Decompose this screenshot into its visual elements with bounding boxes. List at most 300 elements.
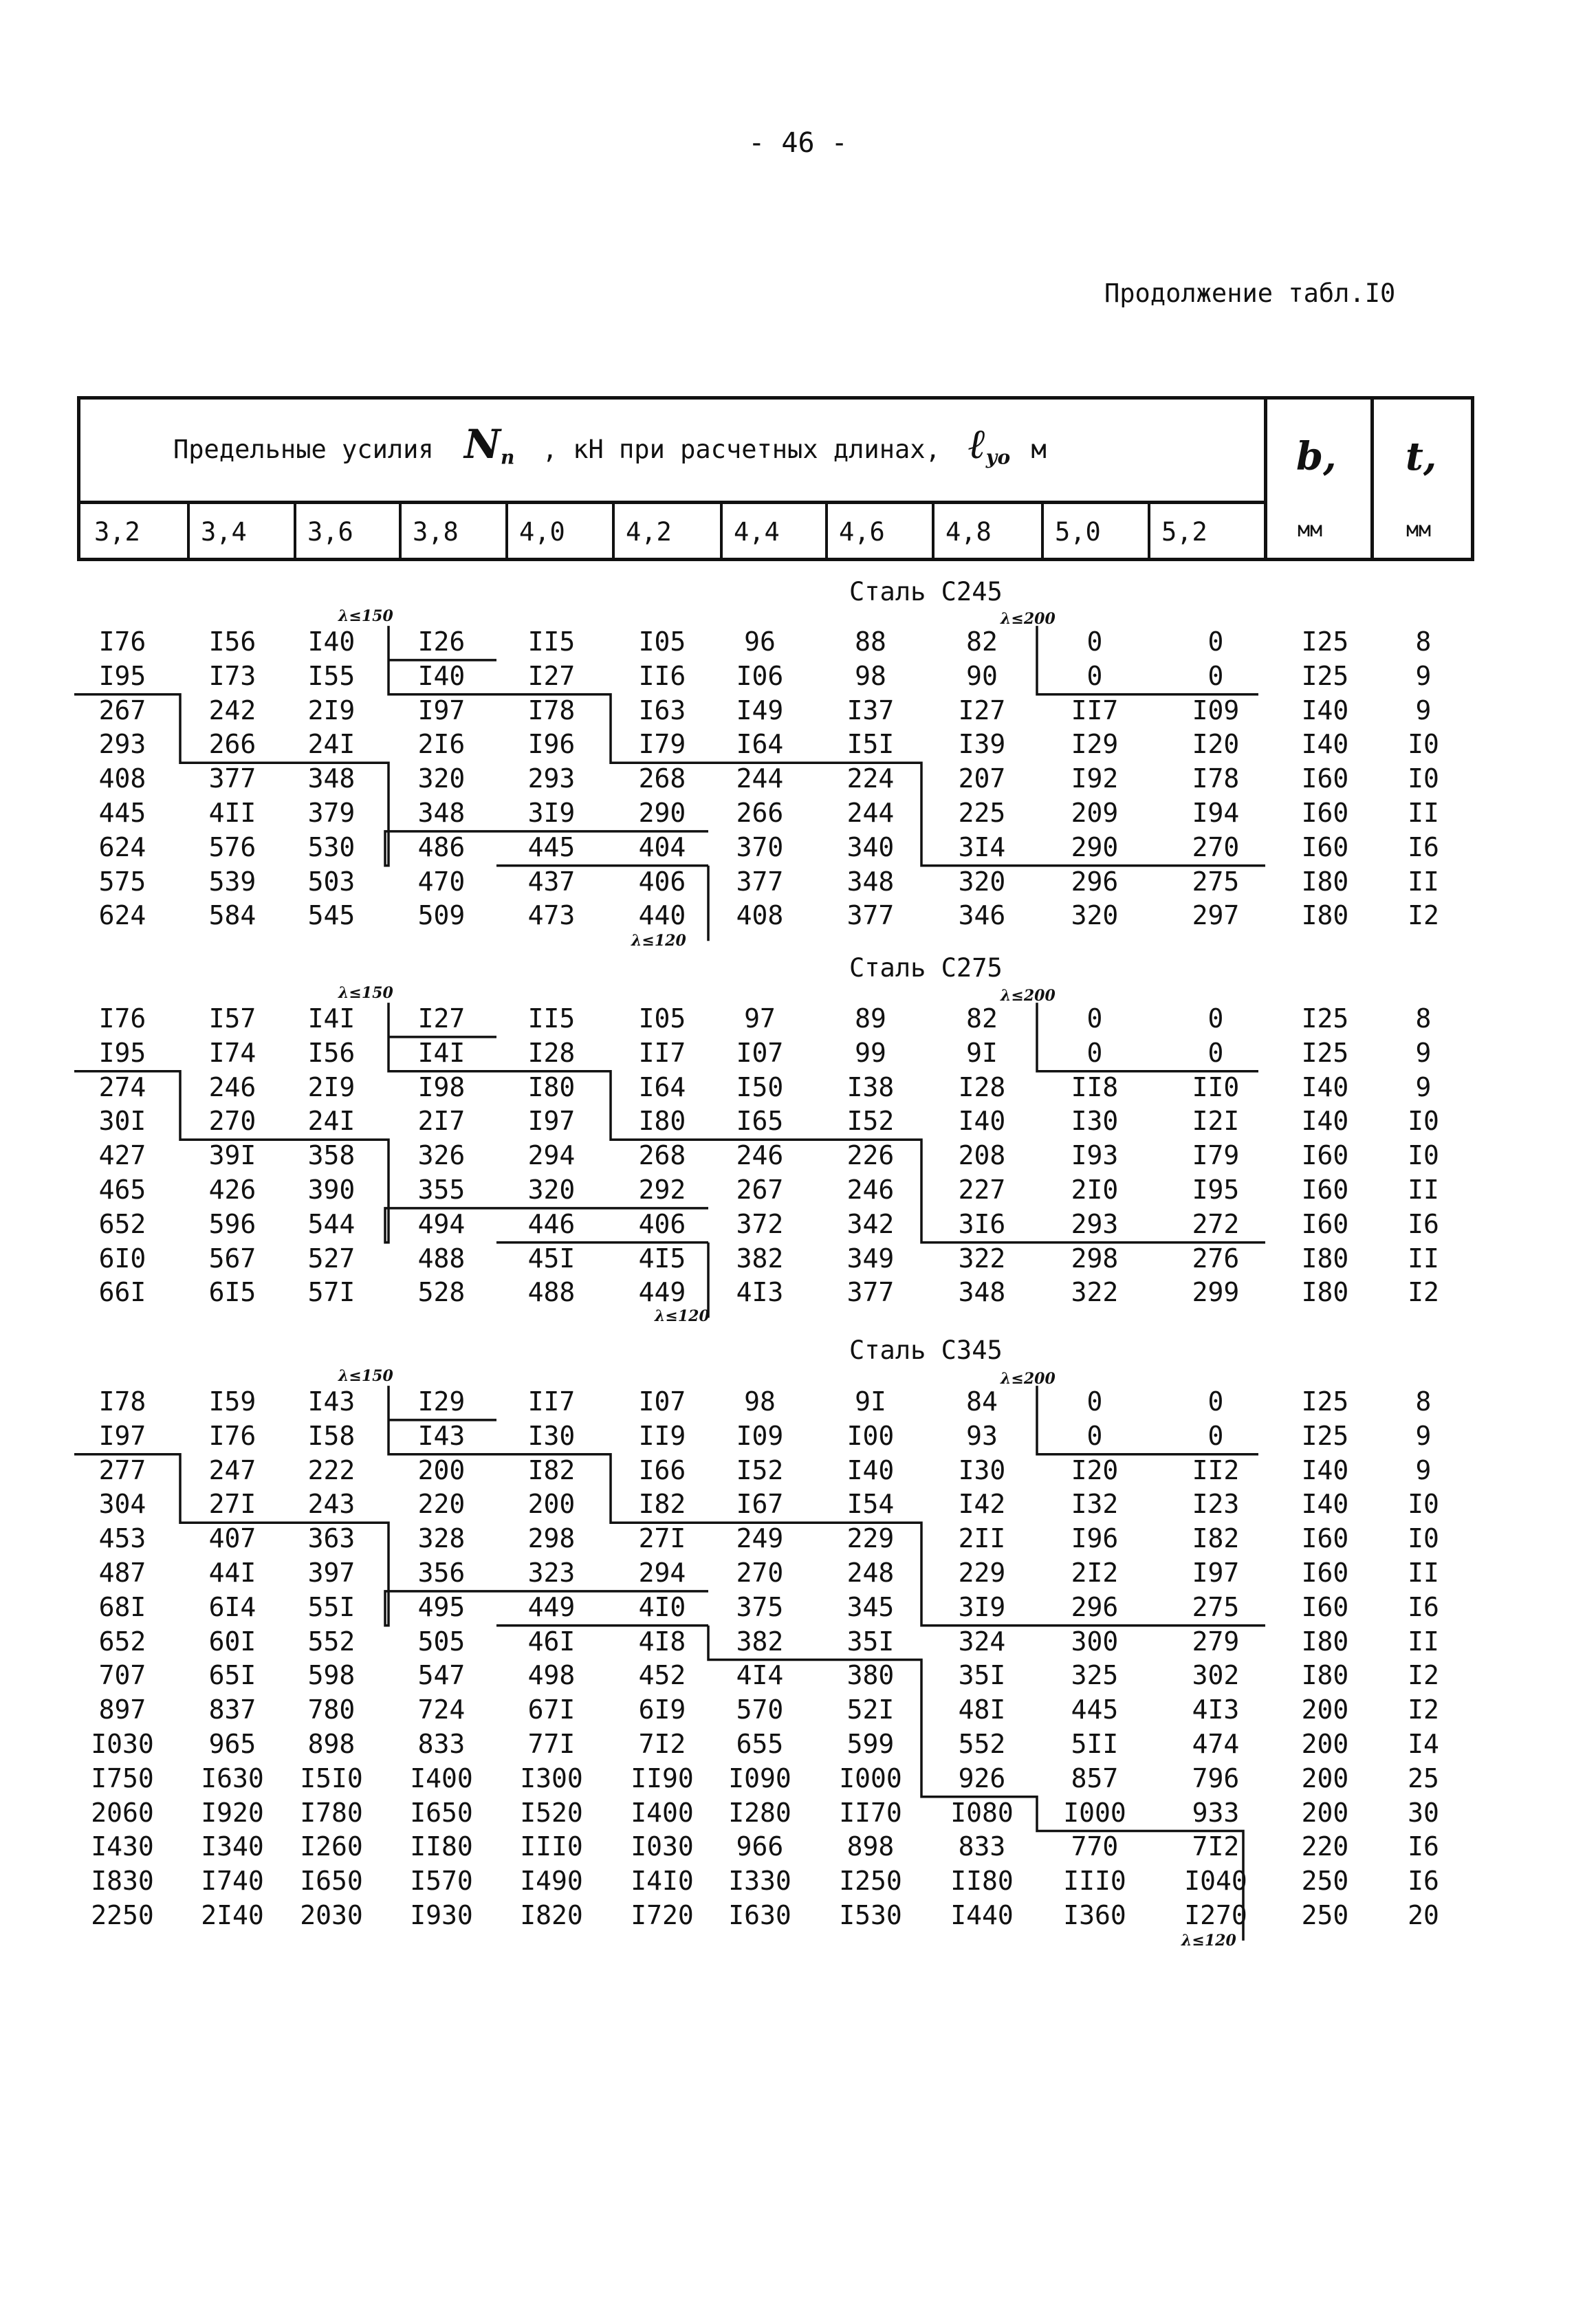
table-cell: I38 [846, 1071, 895, 1102]
table-cell: I40 [958, 1106, 1006, 1137]
table-cell: I57 [208, 1003, 256, 1034]
table-cell: 4I3 [1192, 1694, 1240, 1725]
table-cell: 6I9 [638, 1694, 686, 1725]
table-cell: 486 [417, 831, 466, 862]
table-cell: I4I [307, 1003, 356, 1034]
table-cell: 0 [1086, 1420, 1103, 1451]
table-cell: I090 [728, 1763, 791, 1793]
table-cell: 250 [1301, 1866, 1349, 1897]
table-cell: I52 [846, 1106, 895, 1137]
table-cell: 67I [527, 1694, 576, 1725]
lambda-150-label: λ≤150 [338, 1367, 393, 1385]
table-cell: I25 [1301, 1003, 1349, 1034]
table-cell: I2 [1408, 1277, 1439, 1308]
table-cell: 0 [1207, 1037, 1224, 1068]
table-cell: 348 [307, 763, 356, 794]
table-cell: 404 [638, 831, 686, 862]
table-cell: 68I [98, 1591, 146, 1622]
table-cell: I40 [1301, 1454, 1349, 1485]
table-cell: I79 [1192, 1140, 1240, 1171]
table-cell: 445 [527, 831, 576, 862]
table-cell: 0 [1086, 626, 1103, 657]
table-cell: I05 [638, 626, 686, 657]
table-cell: I40 [1301, 729, 1349, 760]
table-cell: 796 [1192, 1763, 1240, 1793]
lambda-150-label: λ≤150 [338, 607, 393, 625]
table-cell: II70 [839, 1797, 902, 1828]
table-cell: I58 [307, 1420, 356, 1451]
table-cell: II [1408, 1243, 1439, 1274]
table-cell: 437 [527, 866, 576, 897]
table-cell: I95 [1192, 1175, 1240, 1205]
table-cell: I330 [728, 1866, 791, 1897]
table-cell: 99 [855, 1037, 886, 1068]
table-cell: I28 [527, 1037, 576, 1068]
table-cell: I60 [1301, 831, 1349, 862]
table-cell: 495 [417, 1591, 466, 1622]
table-cell: I830 [91, 1866, 154, 1897]
table-cell: I6 [1408, 1831, 1439, 1862]
length-value: 4,0 [519, 517, 565, 547]
table-cell: 24I [307, 729, 356, 760]
table-cell: 207 [958, 763, 1006, 794]
table-cell: 200 [417, 1454, 466, 1485]
table-cell: 246 [846, 1175, 895, 1205]
table-cell: I750 [91, 1763, 154, 1793]
table-cell: 227 [958, 1175, 1006, 1205]
table-cell: I73 [208, 660, 256, 691]
table-cell: 449 [638, 1277, 686, 1308]
lambda-120-label: λ≤120 [1181, 1932, 1236, 1950]
table-cell: 345 [846, 1591, 895, 1622]
table-cell: 427 [98, 1140, 146, 1171]
table-cell: I490 [520, 1866, 583, 1897]
table-cell: I360 [1063, 1900, 1126, 1930]
table-cell: 290 [638, 798, 686, 828]
table-cell: 6I0 [98, 1243, 146, 1274]
table-cell: I43 [417, 1420, 466, 1451]
table-cell: 372 [736, 1208, 784, 1239]
table-cell: 270 [736, 1558, 784, 1588]
table-cell: 275 [1192, 866, 1240, 897]
table-cell: 9 [1415, 1454, 1432, 1485]
table-cell: 89 [855, 1003, 886, 1034]
table-cell: 837 [208, 1694, 256, 1725]
table-cell: I080 [950, 1797, 1014, 1828]
table-cell: I93 [1071, 1140, 1119, 1171]
table-cell: 406 [638, 1208, 686, 1239]
table-cell: 246 [208, 1071, 256, 1102]
length-value: 3,4 [201, 517, 247, 547]
table-cell: I430 [91, 1831, 154, 1862]
table-cell: I250 [839, 1866, 902, 1897]
table-cell: 200 [1301, 1694, 1349, 1725]
table-cell: 624 [98, 831, 146, 862]
table-cell: 66I [98, 1277, 146, 1308]
table-cell: 328 [417, 1523, 466, 1554]
length-value: 4,8 [945, 517, 992, 547]
table-cell: 390 [307, 1175, 356, 1205]
length-value: 5,0 [1055, 517, 1101, 547]
table-cell: 655 [736, 1729, 784, 1759]
table-cell: I25 [1301, 626, 1349, 657]
table-cell: I65 [736, 1106, 784, 1137]
table-cell: 30 [1408, 1797, 1439, 1828]
table-cell: 707 [98, 1660, 146, 1691]
table-cell: I96 [527, 729, 576, 760]
region-boundary-line [1037, 626, 1258, 695]
table-cell: I25 [1301, 1420, 1349, 1451]
table-cell: 60I [208, 1626, 256, 1657]
header-title-pre: Предельные усилия [173, 435, 434, 464]
table-cell: I54 [846, 1489, 895, 1520]
table-cell: 244 [846, 798, 895, 828]
table-cell: 509 [417, 900, 466, 931]
table-cell: 293 [1071, 1208, 1119, 1239]
table-cell: 200 [527, 1489, 576, 1520]
table-cell: I60 [1301, 1208, 1349, 1239]
table-cell: I67 [736, 1489, 784, 1520]
table-cell: 276 [1192, 1243, 1240, 1274]
table-cell: I4I [417, 1037, 466, 1068]
region-boundary-line [74, 1454, 708, 1626]
table-cell: 46I [527, 1626, 576, 1657]
table-cell: 465 [98, 1175, 146, 1205]
table-cell: I30 [1071, 1106, 1119, 1137]
table-cell: 277 [98, 1454, 146, 1485]
table-cell: II [1408, 1175, 1439, 1205]
table-cell: I340 [201, 1831, 264, 1862]
table-cell: 342 [846, 1208, 895, 1239]
table-cell: 299 [1192, 1277, 1240, 1308]
table-cell: 377 [208, 763, 256, 794]
table-cell: 598 [307, 1660, 356, 1691]
table-cell: 279 [1192, 1626, 1240, 1657]
table-cell: 833 [958, 1831, 1006, 1862]
table-cell: I80 [1301, 900, 1349, 931]
table-cell: 9 [1415, 695, 1432, 726]
table-cell: 294 [638, 1558, 686, 1588]
table-cell: 24I [307, 1106, 356, 1137]
table-cell: I76 [98, 1003, 146, 1034]
table-cell: 274 [98, 1071, 146, 1102]
table-cell: 296 [1071, 1591, 1119, 1622]
table-cell: 45I [527, 1243, 576, 1274]
table-cell: I20 [1071, 1454, 1119, 1485]
table-cell: I2 [1408, 1694, 1439, 1725]
table-cell: 2060 [91, 1797, 154, 1828]
table-cell: I5I0 [300, 1763, 363, 1793]
b-symbol: b, [1296, 434, 1337, 479]
table-cell: 97 [744, 1003, 776, 1034]
table-cell: I2I [1192, 1106, 1240, 1137]
table-cell: 406 [638, 866, 686, 897]
table-cell: 222 [307, 1454, 356, 1485]
table-cell: 267 [98, 695, 146, 726]
table-cell: I6 [1408, 1591, 1439, 1622]
table-cell: I60 [1301, 798, 1349, 828]
table-cell: 470 [417, 866, 466, 897]
table-cell: I60 [1301, 1175, 1349, 1205]
table-cell: I440 [950, 1900, 1014, 1930]
table-cell: III0 [520, 1831, 583, 1862]
table-cell: I40 [846, 1454, 895, 1485]
table-cell: I28 [958, 1071, 1006, 1102]
table-cell: 82 [966, 626, 998, 657]
table-cell: I000 [1063, 1797, 1126, 1828]
table-cell: 397 [307, 1558, 356, 1588]
region-boundary-line [389, 626, 708, 763]
table-cell: I000 [839, 1763, 902, 1793]
table-cell: 320 [1071, 900, 1119, 931]
table-cell: 2250 [91, 1900, 154, 1930]
table-cell: I520 [520, 1797, 583, 1828]
table-cell: I56 [208, 626, 256, 657]
lambda-200-label: λ≤200 [1001, 987, 1056, 1005]
table-cell: 6I4 [208, 1591, 256, 1622]
table-cell: 407 [208, 1523, 256, 1554]
table-cell: 3I6 [958, 1208, 1006, 1239]
table-cell: I20 [1192, 729, 1240, 760]
table-cell: I4 [1408, 1729, 1439, 1759]
table-cell: 93 [966, 1420, 998, 1451]
table-cell: I37 [846, 695, 895, 726]
table-cell: I09 [1192, 695, 1240, 726]
length-value: 4,4 [734, 517, 780, 547]
table-cell: 505 [417, 1626, 466, 1657]
table-cell: 575 [98, 866, 146, 897]
table-cell: I78 [1192, 763, 1240, 794]
table-cell: I82 [1192, 1523, 1240, 1554]
table-cell: 377 [846, 900, 895, 931]
table-cell: 576 [208, 831, 256, 862]
table-cell: 270 [1192, 831, 1240, 862]
table-cell: 200 [1301, 1729, 1349, 1759]
table-cell: 377 [736, 866, 784, 897]
table-cell: I650 [300, 1866, 363, 1897]
table-cell: I80 [1301, 1243, 1349, 1274]
table-cell: 449 [527, 1591, 576, 1622]
table-cell: I0 [1408, 1106, 1439, 1137]
table-cell: III0 [1063, 1866, 1126, 1897]
header-title-mid: , кН при расчетных длинах, [542, 435, 941, 464]
table-cell: I97 [527, 1106, 576, 1137]
table-cell: II7 [638, 1037, 686, 1068]
table-cell: 488 [527, 1277, 576, 1308]
table-cell: I60 [1301, 1523, 1349, 1554]
table-cell: I82 [638, 1489, 686, 1520]
table-cell: 724 [417, 1694, 466, 1725]
table-cell: 8 [1415, 1386, 1432, 1417]
table-cell: I0 [1408, 1489, 1439, 1520]
table-cell: 6I5 [208, 1277, 256, 1308]
table-cell: 570 [736, 1694, 784, 1725]
table-cell: 348 [417, 798, 466, 828]
table-cell: 294 [527, 1140, 576, 1171]
table-cell: 898 [846, 1831, 895, 1862]
table-cell: I40 [417, 660, 466, 691]
table-cell: 857 [1071, 1763, 1119, 1793]
table-cell: 547 [417, 1660, 466, 1691]
table-cell: 200 [1301, 1797, 1349, 1828]
table-cell: 224 [846, 763, 895, 794]
table-cell: 652 [98, 1208, 146, 1239]
table-cell: 302 [1192, 1660, 1240, 1691]
table-cell: 8 [1415, 626, 1432, 657]
table-cell: 84 [966, 1386, 998, 1417]
table-cell: II8 [1071, 1071, 1119, 1102]
table-cell: 545 [307, 900, 356, 931]
table-cell: 539 [208, 866, 256, 897]
l-unit: м [1031, 435, 1047, 464]
table-cell: I6 [1408, 1208, 1439, 1239]
table-cell: I64 [638, 1071, 686, 1102]
table-cell: 528 [417, 1277, 466, 1308]
table-cell: 0 [1086, 1003, 1103, 1034]
table-cell: I280 [728, 1797, 791, 1828]
length-value: 3,8 [413, 517, 459, 547]
table-cell: 382 [736, 1243, 784, 1274]
table-cell: I80 [1301, 1660, 1349, 1691]
table-cell: I50 [736, 1071, 784, 1102]
l-subscript: уо [985, 446, 1011, 469]
n-symbol: N [463, 421, 501, 468]
table-cell: 379 [307, 798, 356, 828]
table-cell: 0 [1086, 1037, 1103, 1068]
table-cell: 4I0 [638, 1591, 686, 1622]
table-cell: 323 [527, 1558, 576, 1588]
table-cell: I40 [1301, 1489, 1349, 1520]
table-cell: 326 [417, 1140, 466, 1171]
page-number: - 46 - [748, 127, 848, 159]
table-cell: 88 [855, 626, 886, 657]
table-cell: 0 [1086, 1386, 1103, 1417]
table-cell: I98 [417, 1071, 466, 1102]
table-cell: 377 [846, 1277, 895, 1308]
table-cell: 426 [208, 1175, 256, 1205]
table-cell: 4I3 [736, 1277, 784, 1308]
table-cell: 596 [208, 1208, 256, 1239]
table-cell: I63 [638, 695, 686, 726]
table-cell: 503 [307, 866, 356, 897]
region-boundary-line [708, 763, 1265, 865]
table-cell: 4I4 [736, 1660, 784, 1691]
table-cell: I79 [638, 729, 686, 760]
table-cell: I00 [846, 1420, 895, 1451]
table-cell: II80 [950, 1866, 1014, 1897]
table-cell: 445 [1071, 1694, 1119, 1725]
table-cell: I0 [1408, 763, 1439, 794]
table-cell: I25 [1301, 1037, 1349, 1068]
table-cell: 77I [527, 1729, 576, 1759]
table-cell: 933 [1192, 1797, 1240, 1828]
table-cell: I650 [410, 1797, 473, 1828]
table-cell: 9 [1415, 1071, 1432, 1102]
n-subscript: п [501, 446, 515, 469]
table-cell: 57I [307, 1277, 356, 1308]
table-cell: 48I [958, 1694, 1006, 1725]
table-cell: I0 [1408, 1523, 1439, 1554]
table-cell: I720 [631, 1900, 694, 1930]
table-cell: 2I2 [1071, 1558, 1119, 1588]
table-cell: 5II [1071, 1729, 1119, 1759]
table-cell: 965 [208, 1729, 256, 1759]
lambda-120-label: λ≤120 [631, 932, 686, 950]
table-cell: I60 [1301, 1558, 1349, 1588]
table-cell: I820 [520, 1900, 583, 1930]
table-cell: I740 [201, 1866, 264, 1897]
table-cell: 293 [527, 763, 576, 794]
table-cell: I30 [958, 1454, 1006, 1485]
table-cell: I76 [98, 626, 146, 657]
table-cell: 9I [966, 1037, 998, 1068]
table-cell: I630 [201, 1763, 264, 1793]
table-cell: 2I6 [417, 729, 466, 760]
table-cell: 98 [744, 1386, 776, 1417]
region-boundary-line [708, 1139, 1265, 1242]
table-cell: 30I [98, 1106, 146, 1137]
table-cell: 27I [638, 1523, 686, 1554]
lambda-200-label: λ≤200 [1001, 1370, 1056, 1388]
t-unit: мм [1406, 518, 1432, 542]
table-cell: 498 [527, 1660, 576, 1691]
table-cell: I30 [527, 1420, 576, 1451]
table-cell: 8 [1415, 1003, 1432, 1034]
table-cell: 2I0 [1071, 1175, 1119, 1205]
table-cell: 453 [98, 1523, 146, 1554]
table-cell: 0 [1207, 1003, 1224, 1034]
table-cell: I4I0 [631, 1866, 694, 1897]
table-cell: I6 [1408, 831, 1439, 862]
table-cell: 247 [208, 1454, 256, 1485]
table-cell: 292 [638, 1175, 686, 1205]
table-cell: 90 [966, 660, 998, 691]
table-cell: 250 [1301, 1900, 1349, 1930]
table-cell: 833 [417, 1729, 466, 1759]
table-cell: 65I [208, 1660, 256, 1691]
table-cell: 382 [736, 1626, 784, 1657]
table-cell: I40 [1301, 695, 1349, 726]
table-cell: 552 [958, 1729, 1006, 1759]
table-cell: I52 [736, 1454, 784, 1485]
table-cell: 780 [307, 1694, 356, 1725]
table-cell: 2I9 [307, 1071, 356, 1102]
table-cell: I32 [1071, 1489, 1119, 1520]
table-cell: I76 [208, 1420, 256, 1451]
region-boundary-line [708, 1626, 1243, 1941]
table-cell: I570 [410, 1866, 473, 1897]
table-cell: 44I [208, 1558, 256, 1588]
table-cell: 348 [846, 866, 895, 897]
table-cell: 244 [736, 763, 784, 794]
table-cell: 567 [208, 1243, 256, 1274]
table-cell: 552 [307, 1626, 356, 1657]
table-cell: I40 [1301, 1106, 1349, 1137]
table-cell: 200 [1301, 1763, 1349, 1793]
table-cell: I06 [736, 660, 784, 691]
table-cell: 445 [98, 798, 146, 828]
table-cell: 246 [736, 1140, 784, 1171]
table-cell: 266 [736, 798, 784, 828]
table-cell: 355 [417, 1175, 466, 1205]
table-cell: I97 [98, 1420, 146, 1451]
table-cell: 7I2 [1192, 1831, 1240, 1862]
table-cell: I97 [1192, 1558, 1240, 1588]
table-cell: 229 [846, 1523, 895, 1554]
table-cell: 7I2 [638, 1729, 686, 1759]
table-cell: I26 [417, 626, 466, 657]
table-continuation-label: Продолжение табл.I0 [1104, 279, 1396, 308]
